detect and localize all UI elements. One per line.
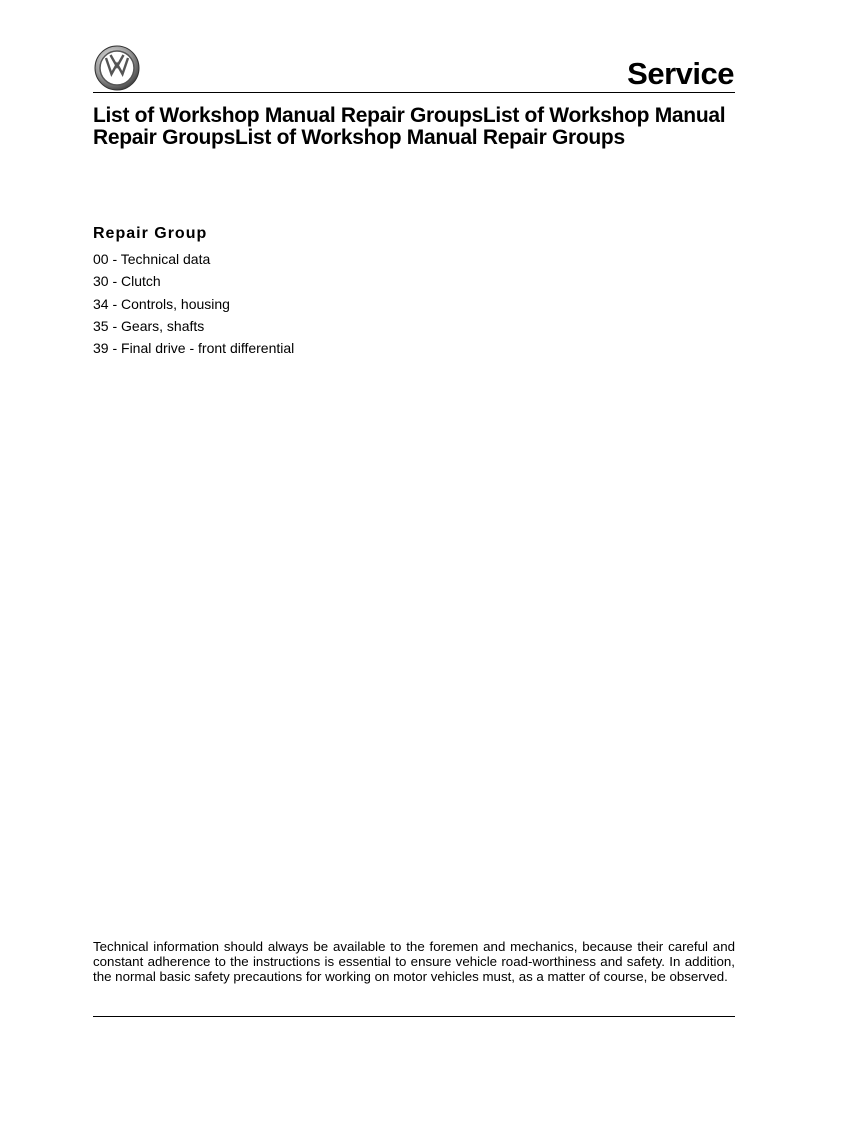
brand-service-title: Service [627,56,734,91]
repair-group-list [93,248,294,359]
repair-group-heading: Repair Group [93,225,208,242]
repair-group-item-39: 39 - Final drive - front differential [93,340,295,357]
footer-divider [93,1016,735,1017]
repair-group-item-00: 00 - Technical data [93,251,211,267]
document-title: List of Workshop Manual Repair GroupsList of Workshop Manual Repair GroupsList of Workshop Manual Repair Groups [93,104,726,149]
safety-notice: Technical information should always be available to the foremen and mechanics, because their careful and constant adherence to the instructions is essential to ensure vehicle road-worthiness and safety. In addition, the normal basic safety precautions for working on motor vehicles must, as a matter of course, be observed. [93,939,735,984]
repair-group-item-34: 34 - Controls, housing [93,295,230,312]
repair-group-item-35: 35 - Gears, shafts [93,317,205,334]
vw-logo-icon [94,45,140,91]
repair-group-item-30: 30 - Clutch [93,273,161,290]
header-divider [93,92,735,93]
